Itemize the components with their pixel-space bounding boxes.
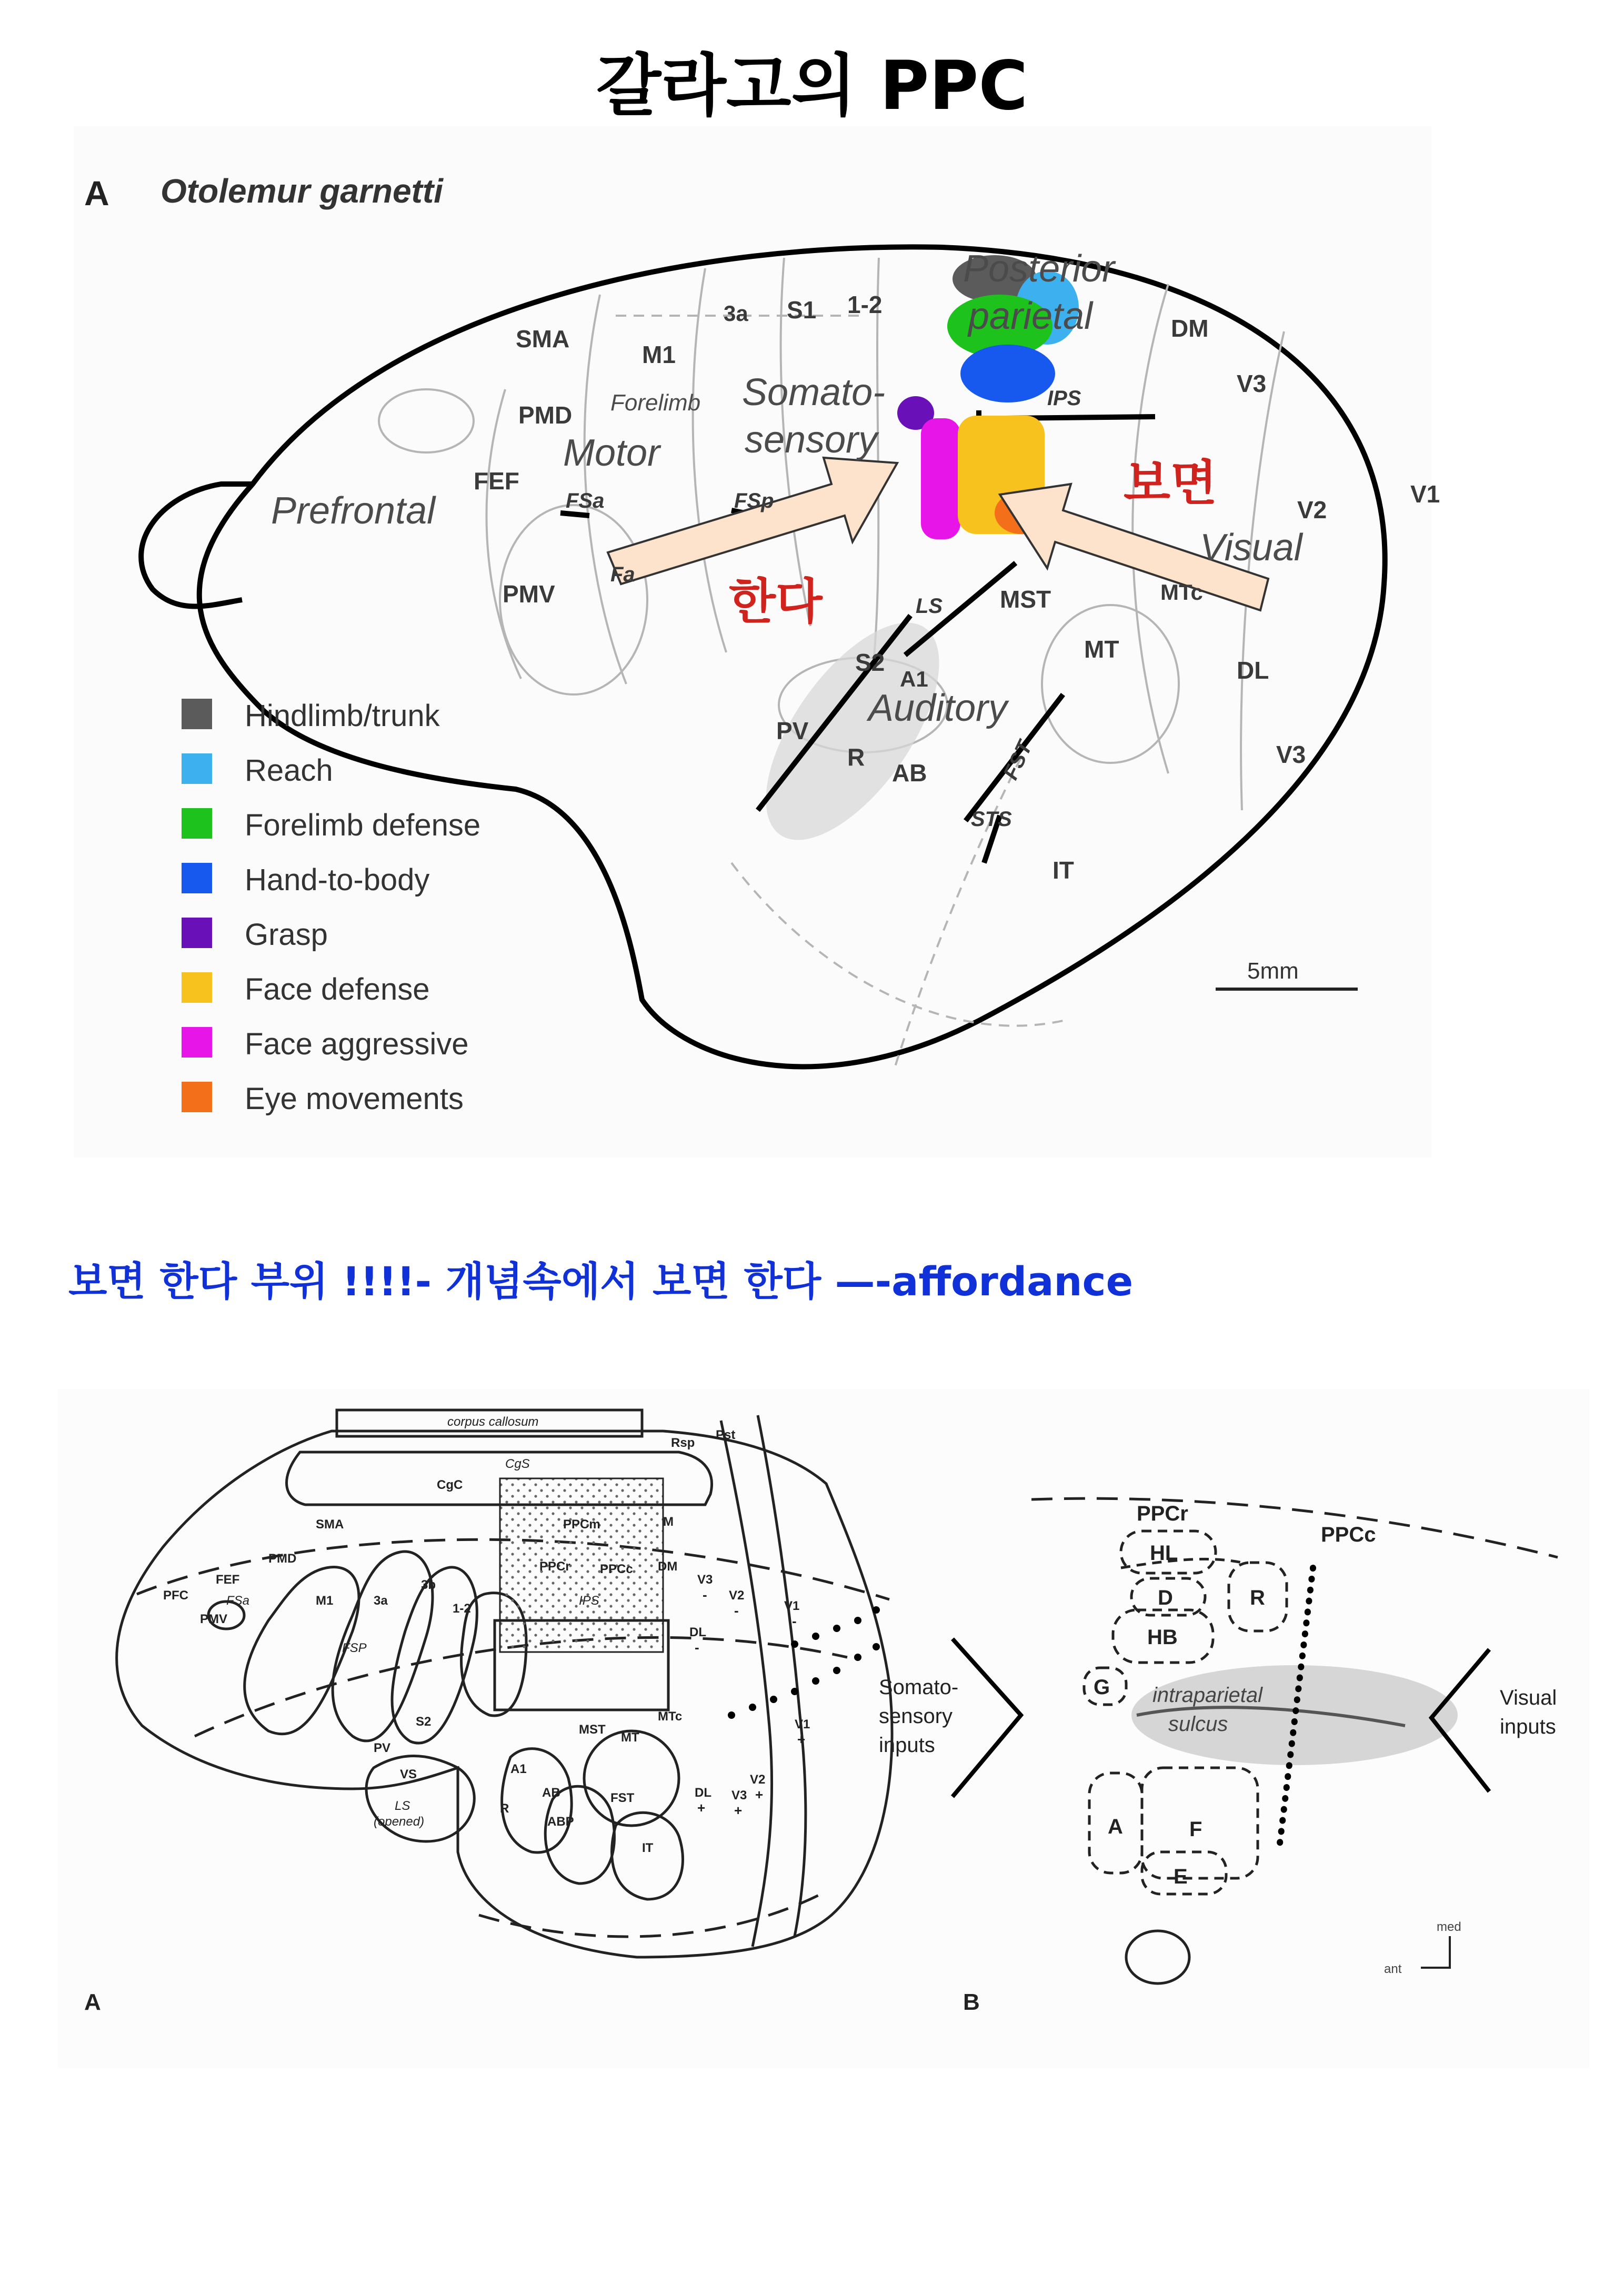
schem-label-sulcus: sulcus [1168, 1713, 1228, 1736]
arrow-handa [608, 458, 897, 584]
legend-label: Eye movements [245, 1082, 464, 1116]
note-text: 보면 한다 부위 !!!!- 개념속에서 보면 한다 —-affordance [68, 1258, 1134, 1305]
label-posterior: Posterior [963, 248, 1115, 290]
label-s2: S2 [855, 649, 885, 676]
schem-label-d: D [1158, 1586, 1173, 1609]
legend-swatch [182, 1082, 212, 1112]
flat-label-pfc: PFC [163, 1588, 188, 1603]
label-fst: FST [999, 737, 1037, 783]
flat-label-pst: Pst [716, 1428, 736, 1442]
legend-swatch [182, 1027, 212, 1058]
flat-label-ls: LS [395, 1799, 410, 1813]
flat-label-fsp: FSP [342, 1641, 367, 1655]
flat-label-pv: PV [374, 1741, 391, 1755]
schem-label-med: med [1437, 1920, 1461, 1934]
label-forelimb: Forelimb [610, 390, 701, 416]
galago-cortex-figure [74, 126, 1440, 1157]
label-1-2: 1-2 [847, 291, 883, 318]
page-title: 갈라고의 PPC [596, 47, 1028, 125]
flat-label-pmv: PMV [200, 1612, 228, 1626]
ppc-dotted-area [500, 1478, 663, 1652]
label-mtc: MTc [1160, 580, 1203, 605]
schem-label-inputs-left: inputs [879, 1734, 935, 1757]
flat-label-ppcm: PPCm [563, 1517, 600, 1532]
label-v3-top: V3 [1237, 370, 1267, 397]
flat-label-1-2: 1-2 [453, 1602, 471, 1616]
label-ls: LS [916, 595, 943, 618]
schem-label-hl: HL [1150, 1542, 1178, 1565]
flat-label-ppcc: PPCc [600, 1562, 633, 1576]
brain-outline [199, 247, 1385, 1066]
flat-sign-minus-v3: - [703, 1587, 707, 1603]
label-visual: Visual [1200, 527, 1302, 569]
flat-sign-plus-v3: + [734, 1802, 743, 1818]
flat-label-it: IT [642, 1841, 654, 1855]
label-sts: STS [971, 808, 1012, 831]
flat-label-mt: MT [621, 1730, 639, 1745]
schem-label-hb: HB [1147, 1626, 1178, 1649]
flatmap-figure [58, 1389, 1589, 2068]
flat-label-dl: DL [689, 1625, 706, 1639]
schem-label-somato: Somato- [879, 1676, 959, 1699]
label-sma: SMA [516, 325, 570, 353]
flat-label-sma: SMA [316, 1517, 344, 1532]
flat-sign-minus-v2: - [734, 1603, 739, 1618]
flatmap-dots [728, 1606, 880, 1719]
label-mst: MST [1000, 586, 1051, 613]
patch-face-aggressive [921, 418, 960, 539]
flat-label-v1b: V1 [795, 1717, 810, 1731]
flat-label-3a: 3a [374, 1594, 388, 1608]
auditory-shading [733, 595, 973, 868]
flat-label-ips: IPS [579, 1594, 599, 1608]
figure-a-panel-letter: A [84, 174, 109, 213]
label-pmv: PMV [503, 580, 555, 608]
flat-sign-plus-dl: + [697, 1800, 706, 1816]
label-somato: Somato- [742, 371, 886, 414]
label-it: IT [1052, 857, 1074, 884]
flat-label-pmd: PMD [268, 1552, 297, 1566]
flat-label-v1: V1 [784, 1599, 800, 1613]
label-a1: A1 [900, 667, 928, 691]
flat-label-fsa: FSa [226, 1594, 250, 1608]
flat-label-dm: DM [658, 1559, 678, 1574]
schem-label-sensory: sensory [879, 1705, 953, 1728]
legend [182, 699, 480, 1116]
flat-sign-minus-v1: - [792, 1613, 797, 1629]
flat-sign-plus-v2: + [755, 1787, 764, 1802]
flat-label-a1: A1 [510, 1762, 527, 1776]
legend-label: Hindlimb/trunk [245, 699, 440, 733]
schem-label-intraparietal: intraparietal [1152, 1684, 1263, 1707]
annotation-handa: 한다 [729, 575, 823, 629]
label-ab: AB [892, 759, 927, 787]
label-fsa: FSa [566, 489, 605, 512]
label-auditory: Auditory [868, 687, 1008, 729]
label-prefrontal: Prefrontal [271, 490, 436, 532]
schem-label-e: E [1174, 1865, 1188, 1888]
flat-label-r: R [500, 1801, 509, 1816]
label-m1: M1 [642, 341, 676, 368]
schem-label-r: R [1250, 1586, 1265, 1609]
label-sensory: sensory [745, 419, 878, 461]
flat-label-mtc: MTc [658, 1709, 683, 1724]
label-fa: Fa [610, 563, 635, 586]
label-v2: V2 [1297, 496, 1327, 523]
flat-label-corpus-callosum: corpus callosum [447, 1415, 539, 1429]
legend-label: Face defense [245, 972, 430, 1006]
label-v1: V1 [1410, 480, 1440, 508]
flat-label-v3b: V3 [731, 1788, 747, 1802]
legend-label: Reach [245, 753, 333, 788]
flat-label-rsp: Rsp [671, 1436, 695, 1450]
patch-hand-to-body [960, 345, 1055, 402]
label-ips: IPS [1047, 387, 1081, 410]
legend-swatch [182, 753, 212, 784]
legend-label: Grasp [245, 918, 328, 952]
schem-label-visual: Visual [1500, 1686, 1557, 1709]
flat-label-opened: (opened) [374, 1815, 425, 1829]
legend-swatch [182, 808, 212, 839]
label-r: R [847, 743, 865, 771]
figure-a-species: Otolemur garnetti [161, 172, 443, 210]
flat-label-v2: V2 [729, 1588, 745, 1603]
label-fef: FEF [474, 467, 519, 495]
flat-label-ppcr: PPCr [539, 1559, 570, 1574]
label-dm: DM [1171, 315, 1209, 342]
label-motor: Motor [563, 432, 660, 474]
flat-label-vs: VS [400, 1767, 417, 1781]
flat-label-m1: M1 [316, 1594, 334, 1608]
flat-label-ab: AB [542, 1786, 560, 1800]
flat-label-dl2: DL [695, 1786, 711, 1800]
legend-label: Face aggressive [245, 1027, 469, 1061]
flat-label-cgs: CgS [505, 1457, 530, 1471]
schem-label-inputs-right: inputs [1500, 1715, 1556, 1738]
flat-sign-plus-v1: + [797, 1731, 806, 1747]
scale-bar-label: 5mm [1247, 958, 1299, 984]
label-fsp: FSp [734, 489, 774, 512]
legend-swatch [182, 699, 212, 729]
legend-label: Forelimb defense [245, 808, 481, 842]
label-mt: MT [1084, 636, 1119, 663]
flat-label-3b: 3b [421, 1578, 436, 1592]
flat-label-v2b: V2 [750, 1773, 766, 1787]
orientation-axes [1421, 1936, 1450, 1968]
flat-label-fst: FST [610, 1791, 635, 1805]
label-v3-low: V3 [1276, 741, 1306, 768]
flat-label-v3: V3 [697, 1573, 713, 1587]
label-pv: PV [776, 717, 809, 744]
schem-label-ant: ant [1384, 1962, 1402, 1976]
legend-swatch [182, 918, 212, 948]
schem-label-ppcc: PPCc [1321, 1523, 1376, 1546]
legend-swatch [182, 863, 212, 893]
annotation-bomyeon: 보면 [1124, 457, 1217, 510]
flat-label-s2: S2 [416, 1715, 432, 1729]
flat-label-fef: FEF [216, 1573, 240, 1587]
flat-label-mst: MST [579, 1723, 606, 1737]
flat-sign-minus-dl: - [695, 1639, 699, 1655]
label-pmd: PMD [518, 401, 573, 429]
flat-label-abp: ABP [547, 1815, 574, 1829]
schem-label-ppcr: PPCr [1137, 1502, 1188, 1525]
schem-label-a: A [1108, 1815, 1123, 1838]
schem-label-f: F [1189, 1818, 1202, 1841]
legend-swatch [182, 972, 212, 1003]
flat-label-m: M [663, 1515, 674, 1529]
flat-label-cgc: CgC [437, 1478, 463, 1492]
legend-label: Hand-to-body [245, 863, 430, 897]
flatmap-panel-a-letter: A [84, 1989, 101, 2015]
schem-label-g: G [1094, 1676, 1110, 1699]
label-3a: 3a [724, 301, 748, 326]
label-parietal: parietal [968, 295, 1093, 337]
arrow-somatosensory [953, 1639, 1021, 1797]
label-dl: DL [1237, 657, 1269, 684]
label-s1: S1 [787, 296, 817, 324]
schematic-panel-b-letter: B [963, 1989, 980, 2015]
